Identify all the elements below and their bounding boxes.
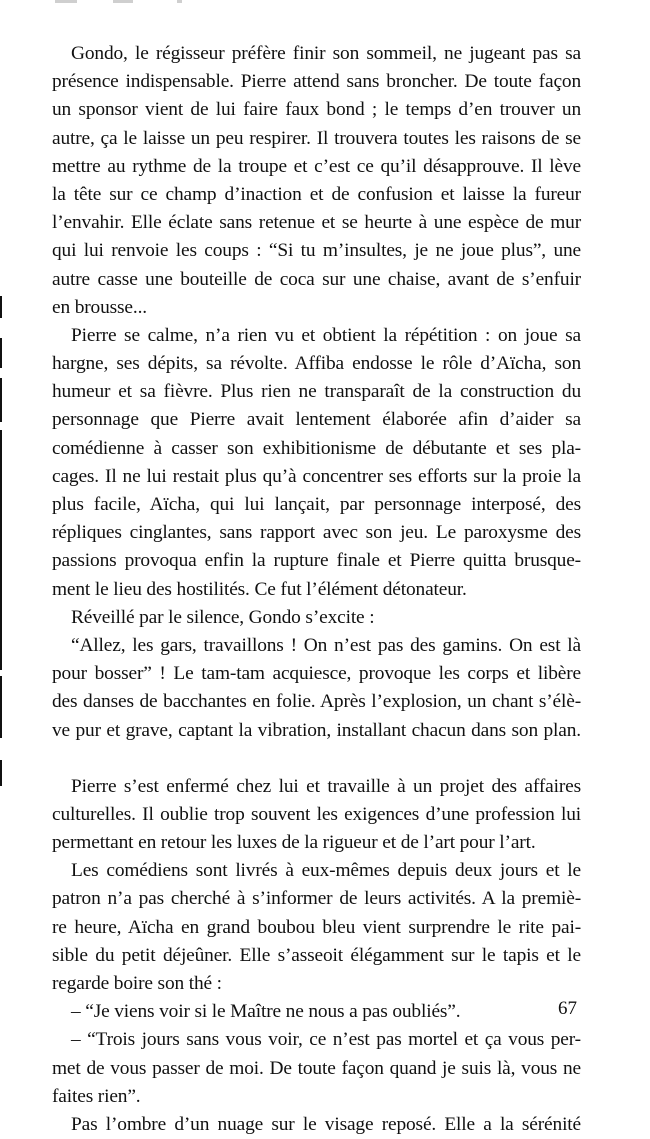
margin-mark [0,430,2,670]
text-line: pour bosser” ! Le tam-tam acquiesce, provoque les corps et libère [52,663,581,685]
text-line: – “Trois jours sans vous voir, ce n’est pas mortel et ça vous per- [71,1029,581,1051]
text-line: faites rien”. [52,1085,141,1107]
text-line: permettant en retour les luxes de la rigueur et de l’art pour l’art. [52,832,536,854]
text-line: autre casse une bouteille de coca sur une chaise, avant de s’enfuir [52,268,581,290]
text-line: qui lui renvoie les coups : “Si tu m’insultes, je ne joue plus”, une [52,240,581,262]
text-line: Pierre se calme, n’a rien vu et obtient la répétition : on joue sa [71,324,581,346]
text-line: met de vous passer de moi. De toute façon quand je suis là, vous ne [52,1057,581,1079]
margin-mark [0,338,2,368]
text-line: répliques cinglantes, sans rapport avec son jeu. Le paroxysme des [52,522,581,544]
text-line: re heure, Aïcha en grand boubou bleu vient surprendre le rite pai- [52,916,581,938]
section-break [52,745,581,773]
text-line: Pas l’ombre d’un nuage sur le visage reposé. Elle a la sérénité [71,1113,581,1135]
text-line: regarde boire son thé : [52,973,222,994]
text-line: hargne, ses dépits, sa révolte. Affiba endosse le rôle d’Aïcha, son [52,353,581,375]
text-line: ment le lieu des hostilités. Ce fut l’élément détonateur. [52,578,467,600]
paragraph [52,322,581,604]
paragraph [52,604,581,632]
page-number: 67 [558,998,577,1019]
paragraph [52,773,581,858]
text-line: personnage que Pierre avait lentement élaborée afin d’aider sa [52,409,581,431]
dialogue-line [52,1026,581,1111]
text-line: présence indispensable. Pierre attend sans broncher. De toute façon [52,71,581,93]
paragraph [52,632,581,745]
text-line: des danses de bacchantes en folie. Après l’explosion, un chant s’élè- [52,691,581,713]
margin-mark [0,760,2,786]
text-line: Les comédiens sont livrés à eux-mêmes depuis deux jours et le [71,860,581,882]
text-line: autre, ça le laisse un peu respirer. Il trouvera toutes les raisons de se [52,127,581,149]
text-line: ve pur et grave, captant la vibration, installant chacun dans son plan. [52,719,581,741]
paragraph [52,857,581,998]
margin-mark [0,378,2,422]
text-line: plus facile, Aïcha, qui lui lançait, par personnage interposé, des [52,494,581,515]
text-line: cages. Il ne lui restait plus qu’à concentrer ses efforts sur la proie la [52,465,581,487]
text-line: mettre au rythme de la troupe et c’est ce qu’il désapprouve. Il lève [52,155,581,177]
paragraph [52,40,581,322]
text-line: en brousse... [52,296,147,318]
text-line: Pierre s’est enfermé chez lui et travaille à un projet des affaires [71,775,581,797]
paragraph [52,1111,581,1139]
margin-mark [0,676,2,738]
text-line: un sponsor vient de lui faire faux bond ; le temps d’en trouver un [52,99,581,121]
text-line: Réveillé par le silence, Gondo s’excite : [71,606,375,628]
text-line: passions provoqua enfin la rupture finale et Pierre quitta brusque- [52,550,581,572]
margin-mark [0,296,2,318]
text-line: – “Je viens voir si le Maître ne nous a pas oubliés”. [71,1001,461,1023]
text-line: culturelles. Il oublie trop souvent les exigences d’une profession lui [52,803,581,825]
scan-artifact [113,0,133,3]
text-line: “Allez, les gars, travaillons ! On n’est pas des gamins. On est là [71,634,581,656]
text-line: humeur et sa fièvre. Plus rien ne transparaît de la construction du [52,381,581,403]
book-page [52,40,581,1139]
text-line: la tête sur ce champ d’inaction et de confusion et laisse la fureur [52,183,581,205]
text-line: sible du petit déjeûner. Elle s’asseoit élégamment sur le tapis et le [52,944,581,966]
scan-artifact [55,0,77,3]
text-line: patron n’a pas cherché à s’informer de leurs activités. A la premiè- [52,888,581,910]
dialogue-line [52,998,581,1026]
scan-artifact [177,0,182,3]
text-line: comédienne à casser son exhibitionisme de débutante et ses pla- [52,437,581,459]
text-line: l’envahir. Elle éclate sans retenue et se heurte à une espèce de mur [52,212,581,234]
text-line: Gondo, le régisseur préfère finir son sommeil, ne jugeant pas sa [71,43,581,64]
